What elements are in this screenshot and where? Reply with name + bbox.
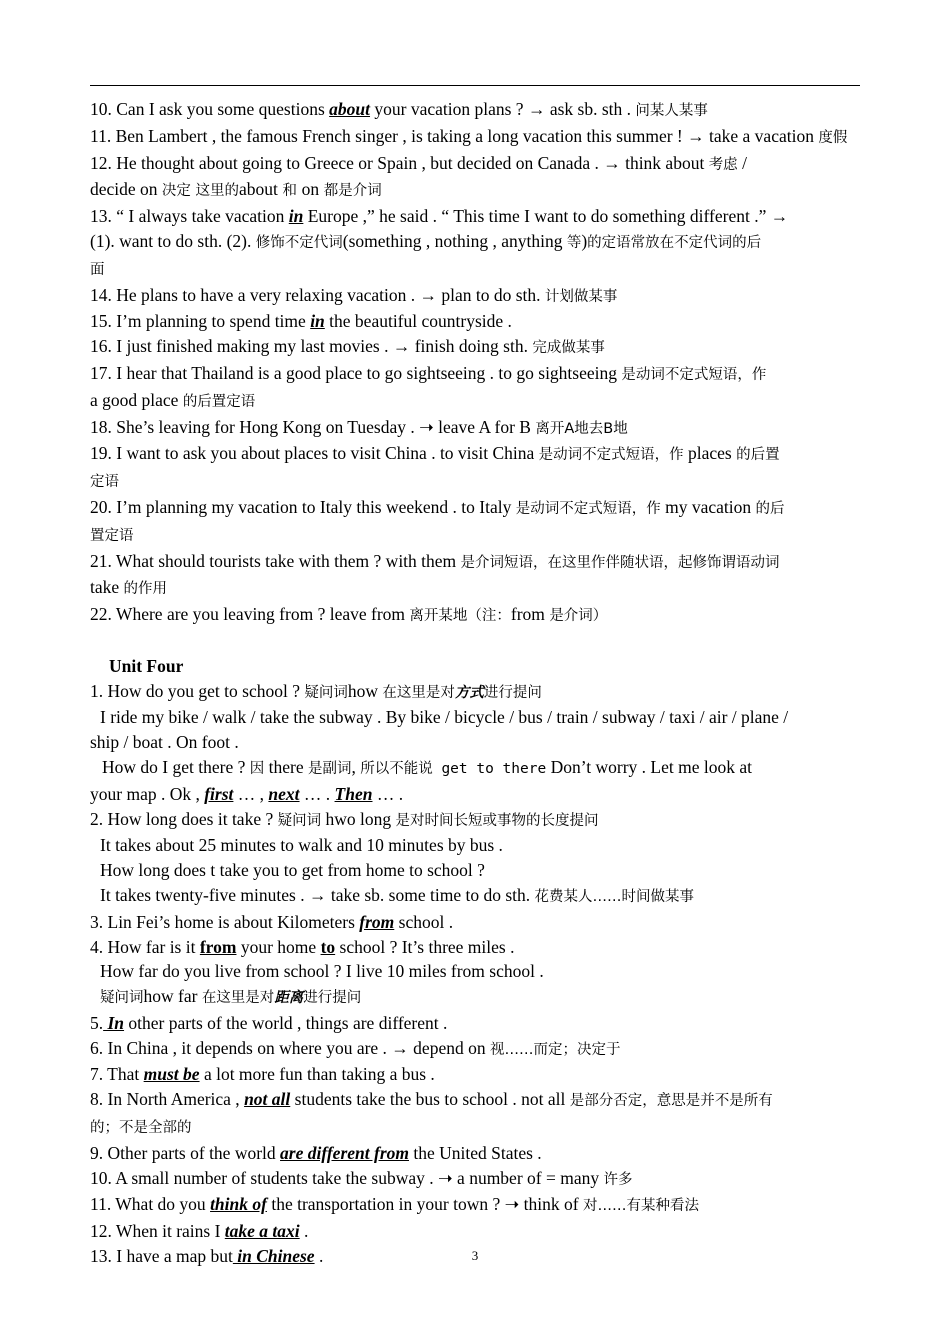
item-10: 10. Can I ask you some questions about your vacation plans ? → ask sb. sth . 问某人某事 (90, 99, 708, 119)
unit4-item-2-line-d: It takes twenty-five minutes . → take sb. some time to do sth. 花费某人……时间做某事 (100, 884, 695, 905)
unit4-item-4: 4. How far is it from your home to school ? It’s three miles . (90, 936, 515, 957)
item-14: 14. He plans to have a very relaxing vacation . → plan to do sth. 计划做某事 (90, 284, 618, 305)
item-20-cont: 置定语 (90, 527, 134, 544)
page-number: 3 (471, 1248, 479, 1263)
unit4-item-4-line-b: How far do you live from school ? I live 10 miles from school . (100, 961, 544, 982)
item-22: 22. Where are you leaving from ? leave from 离开某地（注：from 是介词） (90, 604, 608, 625)
unit4-item-1-answer-cont: ship / boat . On foot . (90, 732, 239, 753)
unit4-item-2: 2. How long does it take ? 疑问词 hwo long 是对时间长短或事物的长度提问 (90, 808, 599, 829)
unit4-item-5: 5. In other parts of the world , things are different . (90, 1012, 448, 1033)
unit4-item-3: 3. Lin Fei’s home is about Kilometers from school . (90, 911, 454, 932)
unit4-item-8: 8. In North America , not all students take the bus to school . not all 是部分否定，意思是并不是所有 (90, 1089, 773, 1110)
item-21-cont: take 的作用 (90, 577, 168, 598)
item-17: 17. I hear that Thailand is a good place to go sightseeing . to go sightseeing 是动词不定式短语，作 (90, 362, 767, 383)
unit4-item-1-dialog-cont: your map . Ok , first … , next … . Then … . (90, 783, 404, 804)
unit4-item-7: 7. That must be a lot more fun than taking a bus . (90, 1064, 435, 1085)
unit4-item-11: 11. What do you think of the transportation in your town ? ➝ think of 对……有某种看法 (90, 1194, 699, 1215)
unit4-item-12: 12. When it rains I take a taxi . (90, 1221, 309, 1242)
item-17-cont: a good place 的后置定语 (90, 389, 256, 410)
unit4-item-6: 6. In China , it depends on where you are . → depend on 视……而定；决定于 (90, 1037, 621, 1058)
unit4-item-1-answer: I ride my bike / walk / take the subway . By bike / bicycle / bus / train / subway / taxi / air / plane / (100, 707, 789, 728)
item-19: 19. I want to ask you about places to visit China . to visit China 是动词不定式短语，作 places 的后置 (90, 443, 780, 464)
unit4-item-2-line-c: How long does t take you to get from home to school ? (100, 860, 485, 881)
header-rule (90, 85, 860, 86)
unit4-item-9: 9. Other parts of the world are different from the United States . (90, 1142, 542, 1163)
item-15: 15. I’m planning to spend time in the beautiful countryside . (90, 311, 512, 332)
item-18: 18. She’s leaving for Hong Kong on Tuesday . ➝ leave A for B 离开A地去B地 (90, 416, 628, 437)
unit4-item-1: 1. How do you get to school ? 疑问词how 在这里是对方式进行提问 (90, 680, 542, 701)
unit4-item-13: 13. I have a map but in Chinese . (90, 1246, 324, 1267)
item-13: 13. “ I always take vacation in Europe ,” he said . “ This time I want to do something different .” → (90, 206, 789, 227)
item-12-cont: decide on 决定 这里的about 和 on 都是介词 (90, 179, 382, 200)
item-20: 20. I’m planning my vacation to Italy this weekend . to Italy 是动词不定式短语，作 my vacation 的后 (90, 496, 785, 517)
item-19-cont: 定语 (90, 474, 119, 491)
unit4-item-4-line-c: 疑问词how far 在这里是对距离进行提问 (100, 986, 362, 1007)
unit4-item-10: 10. A small number of students take the subway . ➝ a number of = many 许多 (90, 1167, 633, 1188)
unit4-item-1-dialog: How do I get there ? 因 there 是副词, 所以不能说 get to there Don’t worry . Let me look at (102, 756, 752, 777)
item-13-cont: (1). want to do sth. (2). 修饰不定代词(something , nothing , anything 等)的定语常放在不定代词的后 (90, 230, 762, 251)
item-13-cont2: 面 (90, 261, 105, 278)
spacer (90, 629, 860, 654)
unit4-item-2-line-b: It takes about 25 minutes to walk and 10 minutes by bus . (100, 835, 503, 856)
item-12: 12. He thought about going to Greece or Spain , but decided on Canada . → think about 考虑 / (90, 152, 747, 173)
unit-heading: Unit Four (109, 655, 184, 676)
item-21: 21. What should tourists take with them ? with them 是介词短语，在这里作伴随状语，起修饰谓语动词 (90, 550, 780, 571)
document-body (90, 97, 860, 1269)
item-11: 11. Ben Lambert , the famous French singer , is taking a long vacation this summer ! → take a vacation 度假 (90, 125, 848, 146)
item-16: 16. I just finished making my last movies . → finish doing sth. 完成做某事 (90, 336, 605, 357)
unit4-item-8-cont: 的；不是全部的 (90, 1120, 192, 1137)
